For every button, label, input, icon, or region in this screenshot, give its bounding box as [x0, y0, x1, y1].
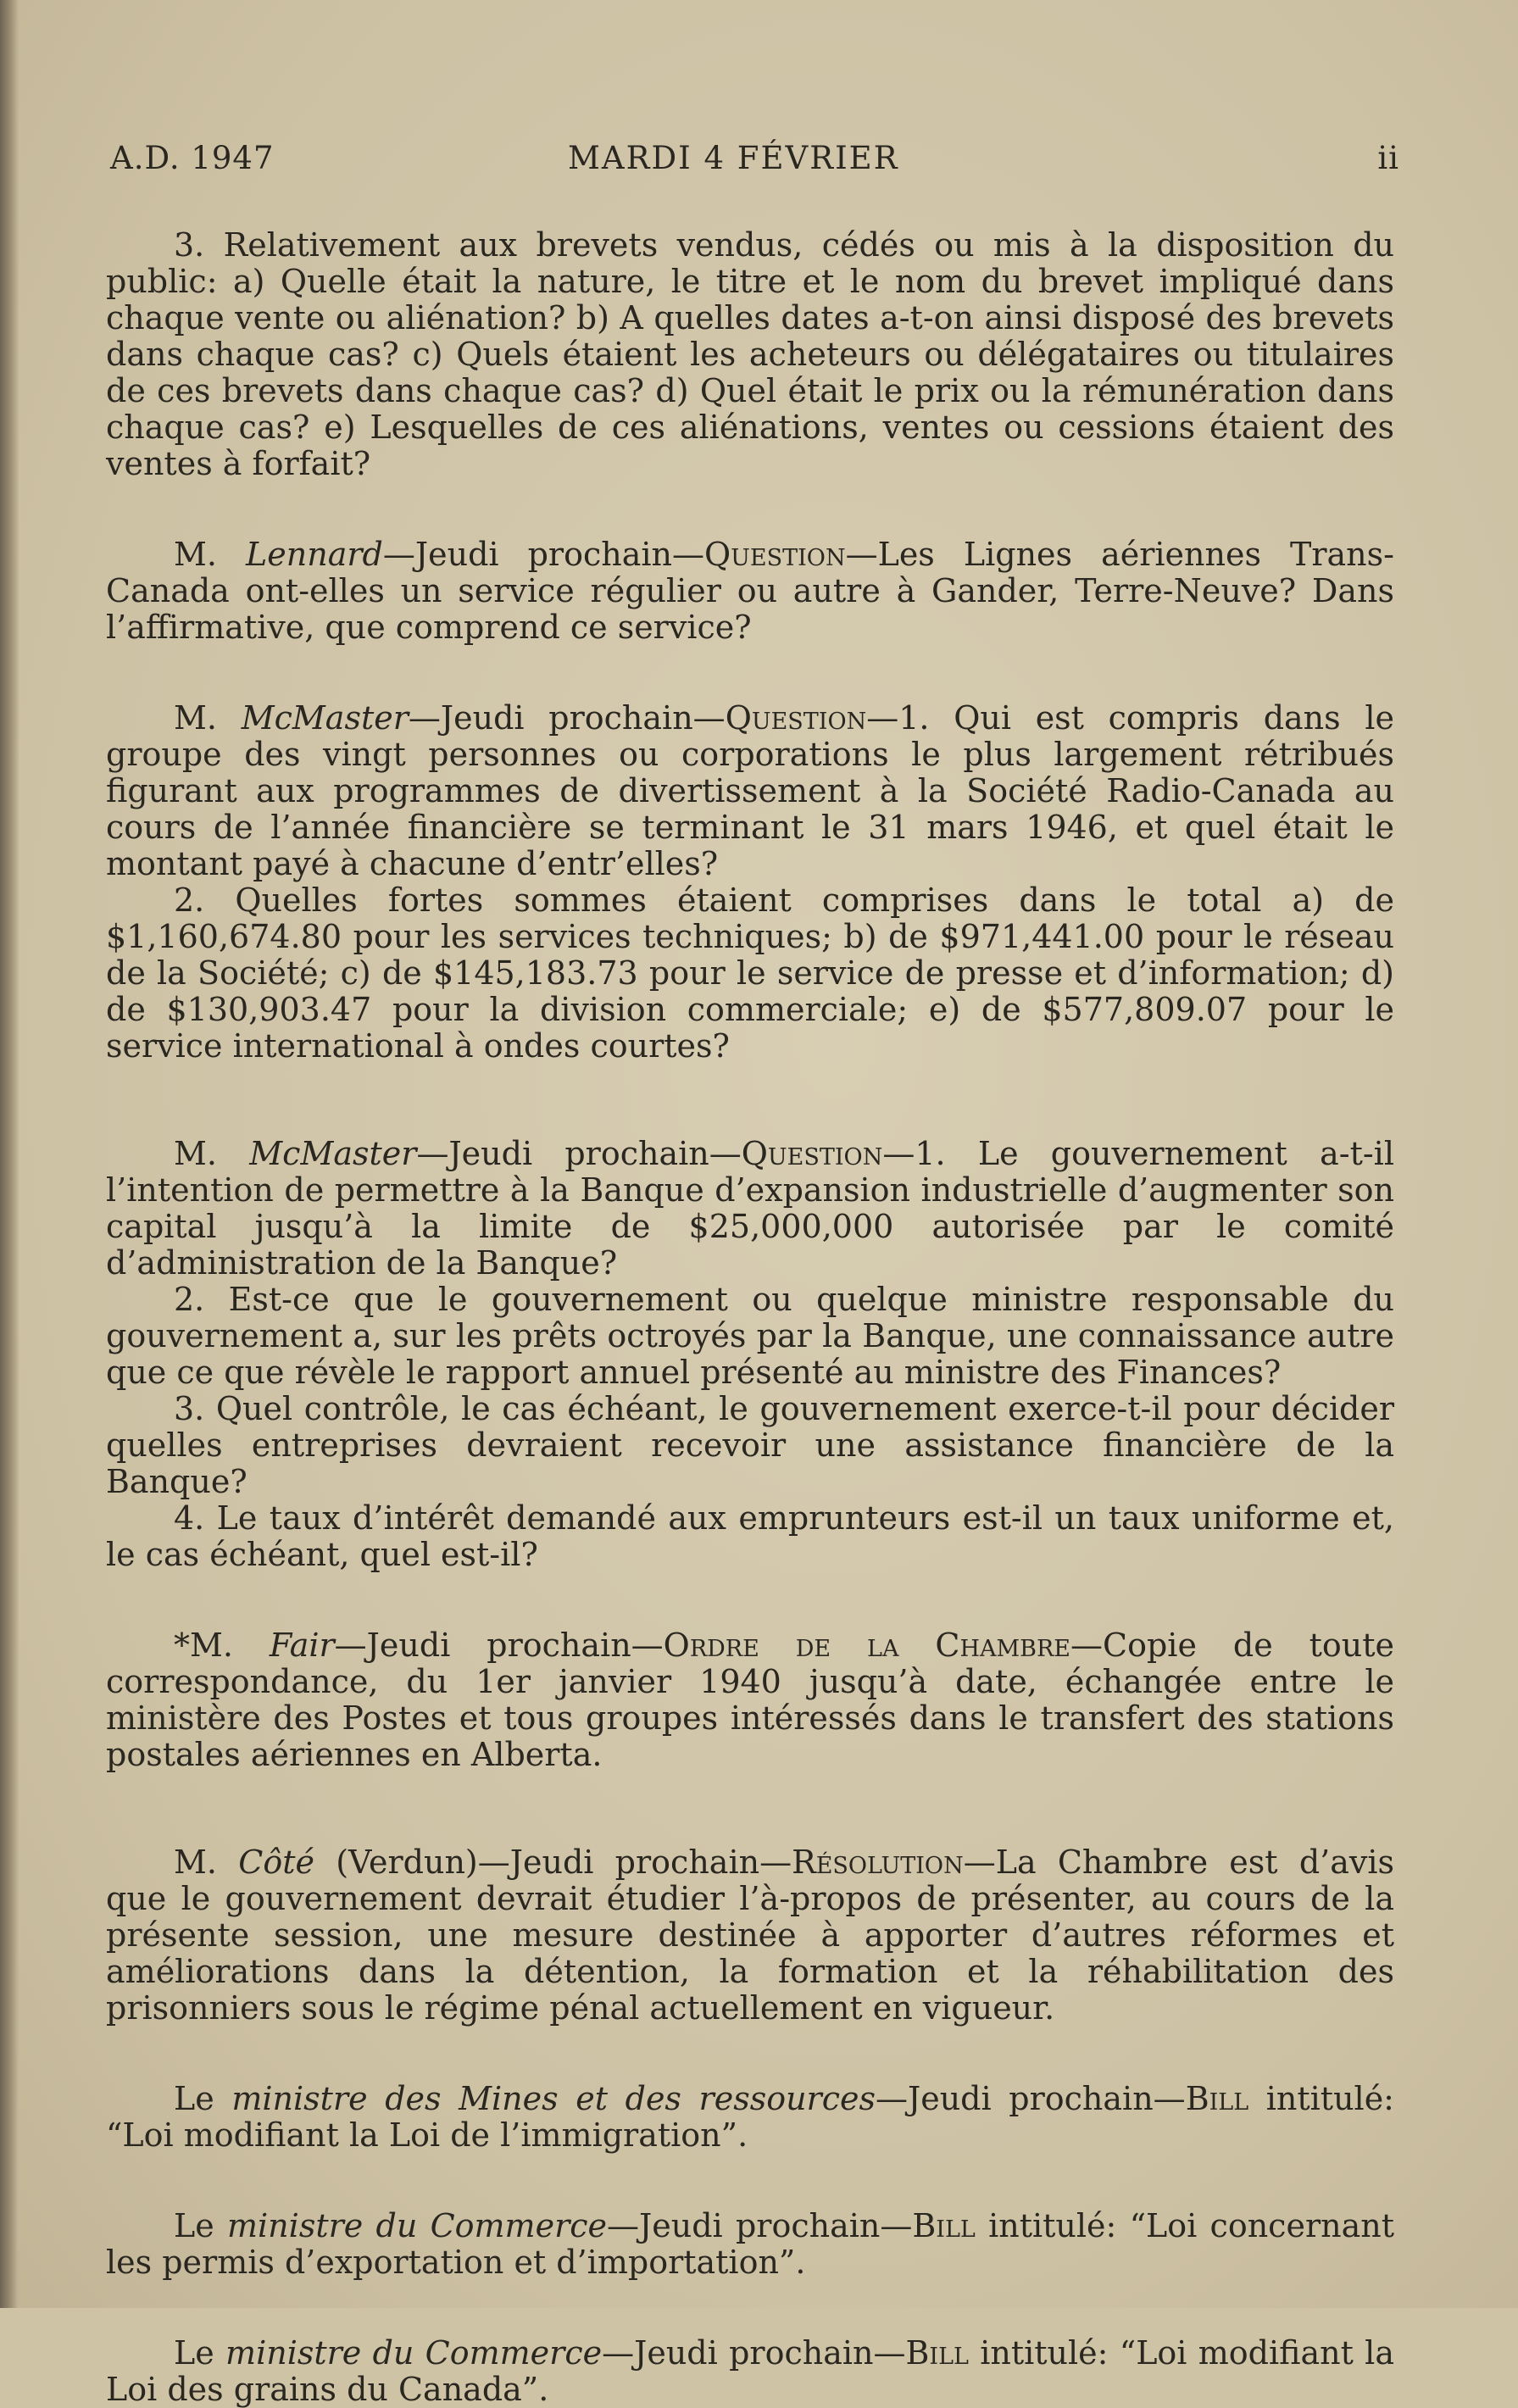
entry-kind: Question: [725, 699, 867, 737]
entry-mcmaster-2: [106, 1136, 1394, 1282]
page-header: [110, 140, 1399, 182]
entry-when: —Jeudi prochain—: [334, 1627, 664, 1664]
header-date: MARDI 4 FÉVRIER: [568, 140, 899, 176]
entry-commerce-2: [106, 2335, 1394, 2408]
entry-when: —Jeudi prochain—: [408, 699, 726, 737]
entry-when: —Jeudi prochain—: [607, 2207, 913, 2244]
entry-cote: [106, 1844, 1394, 2027]
binding-edge: [0, 0, 19, 2308]
entry-mcmaster-2-q2: 2. Est-ce que le gouvernement ou quelque ministre responsable du gouvernement a, sur les prêts octroyés par la Banque, une connaissance autre que ce que révèle le rapport annuel présenté au ministre des Finances?: [106, 1281, 1394, 1391]
entry-when: —Jeudi prochain—: [382, 536, 705, 573]
entry-prefix: M.: [174, 699, 242, 737]
entry-mcmaster-2-q4: 4. Le taux d’intérêt demandé aux emprunteurs est-il un taux uniforme et, le cas échéant, quel est-il?: [106, 1499, 1394, 1573]
entry-text: intitulé: “Loi modifiant la Loi de l’immigration”.: [106, 2080, 1394, 2154]
member-name: Fair: [269, 1627, 335, 1664]
member-name: McMaster: [249, 1135, 417, 1172]
entry-text: —1. Qui est compris dans le groupe des vingt personnes ou corporations le plus largement rétribués figurant aux programmes de divertissement à la Société Radio-Canada au cours de l’année financière se terminant le 31 mars 1946, et quel était le montant payé à chacune d’entr’elles?: [106, 699, 1394, 882]
entry-kind: Question: [704, 536, 846, 573]
entry-text: intitulé: “Loi concernant les permis d’exportation et d’importation”.: [106, 2207, 1394, 2281]
minister-name: ministre du Commerce: [225, 2334, 603, 2372]
member-name: Côté: [238, 1844, 314, 1881]
entry-commerce-1: [106, 2208, 1394, 2281]
entry-kind: Résolution: [792, 1844, 964, 1881]
entry-when: —Jeudi prochain—: [477, 1844, 792, 1881]
header-page-number: ii: [1377, 140, 1399, 176]
entry-prefix: *M.: [174, 1627, 270, 1664]
entry-prefix: M.: [174, 536, 247, 573]
entry-kind: Bill: [1185, 2080, 1249, 2117]
entry-prefix: M.: [174, 1844, 239, 1881]
entry-prefix: Le: [174, 2207, 227, 2244]
entry-text: intitulé: “Loi modifiant la Loi des grains du Canada”.: [106, 2334, 1394, 2408]
header-year: A.D. 1947: [110, 140, 275, 176]
minister-name: ministre des Mines et des ressources: [231, 2080, 876, 2117]
entry-mines: [106, 2081, 1394, 2154]
entry-prefix: Le: [174, 2334, 226, 2372]
entry-when: —Jeudi prochain—: [602, 2334, 906, 2372]
entry-kind: Bill: [905, 2334, 969, 2372]
paragraph-patents: 3. Relativement aux brevets vendus, cédés ou mis à la disposition du public: a) Quelle était la nature, le titre et le nom du brevet impliqué dans chaque vente ou aliénation? b) A quelles dates a-t-on ainsi disposé des brevets dans chaque cas? c) Quels étaient les acheteurs ou délégataires ou titulaires de ces brevets dans chaque cas? d) Quel était le prix ou la rémunération dans chaque cas? e) Lesquelles de ces aliénations, ventes ou cessions étaient des ventes à forfait?: [106, 226, 1394, 482]
minister-name: ministre du Commerce: [227, 2207, 608, 2244]
member-name: McMaster: [241, 699, 409, 737]
entry-kind: Question: [741, 1135, 883, 1172]
entry-mcmaster-2-q3: 3. Quel contrôle, le cas échéant, le gouvernement exerce-t-il pour décider quelles entreprises devraient recevoir une assistance financière de la Banque?: [106, 1390, 1394, 1500]
entry-when: —Jeudi prochain—: [416, 1135, 742, 1172]
entry-text: —La Chambre est d’avis que le gouvernement devrait étudier l’à-propos de présenter, au cours de la présente session, une mesure destinée à apporter d’autres réformes et améliorations dans la détention, la formation et la réhabilitation des prisonniers sous le régime pénal actuellement en vigueur.: [106, 1844, 1394, 2027]
entry-prefix: M.: [174, 1135, 250, 1172]
entry-lennard: [106, 537, 1394, 646]
entry-kind: Bill: [912, 2207, 976, 2244]
entry-when: —Jeudi prochain—: [875, 2080, 1186, 2117]
entry-fair: [106, 1627, 1394, 1773]
entry-mcmaster-1-q2: 2. Quelles fortes sommes étaient comprises dans le total a) de $1,160,674.80 pour les services techniques; b) de $971,441.00 pour le réseau de la Société; c) de $145,183.73 pour le service de presse et d’information; d) de $130,903.47 pour la division commerciale; e) de $577,809.07 pour le service international à ondes courtes?: [106, 881, 1394, 1065]
member-riding: (Verdun): [314, 1844, 478, 1881]
document-body: [106, 227, 1394, 2408]
entry-mcmaster-1: [106, 700, 1394, 882]
entry-prefix: Le: [174, 2080, 232, 2117]
entry-text: —Copie de toute correspondance, du 1er janvier 1940 jusqu’à date, échangée entre le ministère des Postes et tous groupes intéressés dans le transfert des stations postales aériennes en Alberta.: [106, 1627, 1394, 1773]
entry-text: —1. Le gouvernement a-t-il l’intention de permettre à la Banque d’expansion industrielle d’augmenter son capital jusqu’à la limite de $25,000,000 autorisée par le comité d’administration de la Banque?: [106, 1135, 1394, 1282]
entry-kind: Ordre de la Chambre: [663, 1627, 1071, 1664]
member-name: Lennard: [246, 536, 383, 573]
entry-text: —Les Lignes aériennes Trans-Canada ont-elles un service régulier ou autre à Gander, Terre-Neuve? Dans l’affirmative, que comprend ce service?: [106, 536, 1394, 646]
